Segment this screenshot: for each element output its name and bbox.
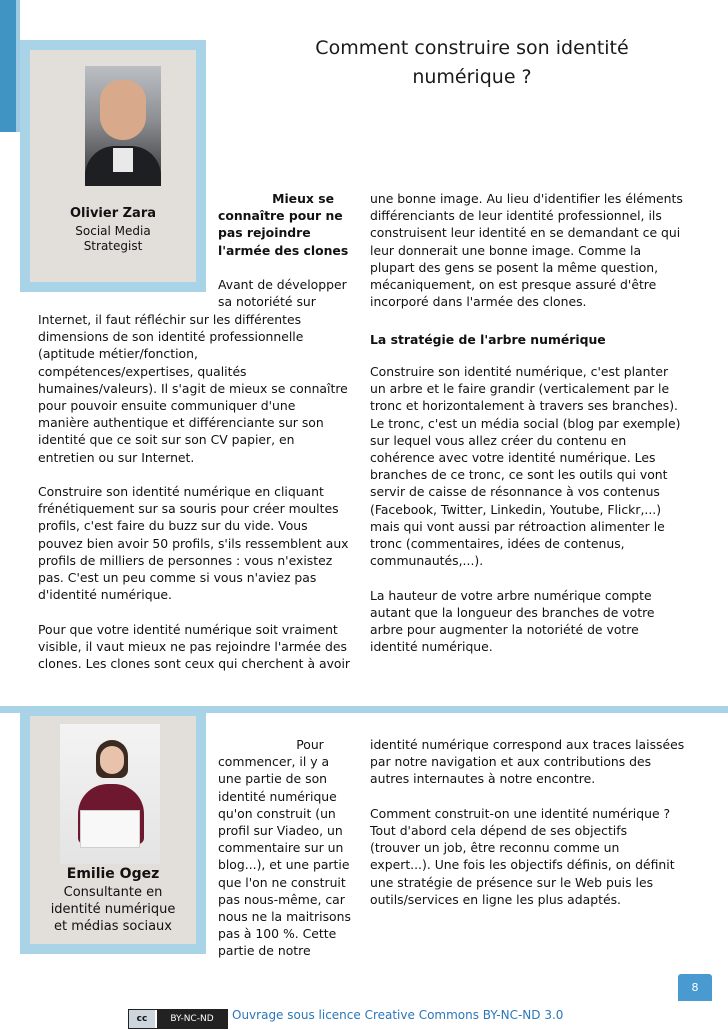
cc-icon: cc [129,1010,155,1028]
photo-emilie-ogez [60,724,160,864]
profile-name: Emilie Ogez [66,866,160,882]
section-intro: Avant de développer sa notoriété sur [218,277,347,310]
collar-shape [113,148,133,172]
right-column-text-2: Construire son identité numérique, c'est planter un arbre et le faire grandir (verticalement par le tronc et horizontalement à travers ses branches). Le tronc, c'est un média social (blog par exemple) sur lequel vous allez créer du contenu en cohérence avec votre identité numérique. Les branches de ce tronc, ce sont les outils qui vont servir de caisse de résonnance à vos contenus (Facebook, Twitter, Linkedin, Youtube, Flickr,...) mais qui vont aussi par rétroaction alimenter le tronc (commentaires, idées de contenus, communautés,...). La hauteur de votre arbre numérique compte autant que la longueur des branches de votre arbre pour augmenter la notoriété de votre identité numérique. [370,364,681,655]
page-number-badge: 8 [678,974,712,1002]
profile-role: Social Media Strategist [75,224,151,253]
left-column-text: Internet, il faut réfléchir sur les différentes dimensions de son identité professionnelle (aptitude métier/fonction, compétences/expertises, qualités humaines/valeurs). Il s'agit de mieux se connaître pour pouvoir ensuite communiquer d'une manière authentique et différenciante sur son identité que ce soit sur son CV papier, en entretien ou sur Internet. Construire son identité numérique en cliquant frénétiquement sur sa souris pour créer moultes profils, c'est faire du buzz sur du vide. Vous pouvez bien avoir 50 profils, s'ils ressemblent aux profils de milliers de personnes : vous n'existez pas. C'est un peu comme si vous n'aviez pas d'identité numérique. Pour que votre identité numérique soit vraiment visible, il vaut mieux ne pas rejoindre l'armée des clones. Les clones sont ceux qui cherchent à avoir [38,312,351,672]
profile-role: Consultante en identité numérique et médias sociaux [50,885,176,934]
section2-right-text: identité numérique correspond aux traces laissées par notre navigation et aux contributions des autres internautes à notre encontre. Comment construit-on une identité numérique ? Tout d'abord cela dépend de ses objectifs (trouver un job, être reconnu comme un expert...). Une fois les objectifs définis, on définit une stratégie de présence sur le Web puis les outils/services en ligne les plus adaptés. [370,737,685,907]
face-shape [100,746,124,774]
section-heading-clones: Mieux se connaître pour ne pas rejoindre l'armée des clones [218,191,349,258]
right-column-text: une bonne image. Au lieu d'identifier les éléments différenciants de leur identité professionnel, ils construisent leur identité en se demandant ce qui leur donnerait une bonne image. Comme la plupart des gens se posent la même question, mécaniquement, on est presque assuré d'être incorporé dans l'armée des clones. [370,191,683,310]
page-number-underline [678,1001,712,1004]
subheading-arbre-numerique: La stratégie de l'arbre numérique [370,332,606,347]
section2-mid-text: Pour commencer, il y a une partie de son identité numérique qu'on construit (un profil sur Viadeo, un commentaire sur un blog...), et une partie que l'on ne construit pas nous-même, car nous ne la maitrisons pas à 100 %. Cette partie de notre [218,737,351,959]
cc-license-label: BY-NC-ND [157,1010,227,1028]
photo-olivier-zara [85,66,161,186]
page-title: Comment construire son identité numérique ? [315,37,629,88]
face-shape [100,80,146,140]
profile-name: Olivier Zara [69,206,157,221]
creative-commons-badge[interactable] [128,1009,228,1029]
license-link[interactable]: Ouvrage sous licence Creative Commons BY-NC-ND 3.0 [232,1008,564,1022]
laptop-shape [80,810,140,848]
